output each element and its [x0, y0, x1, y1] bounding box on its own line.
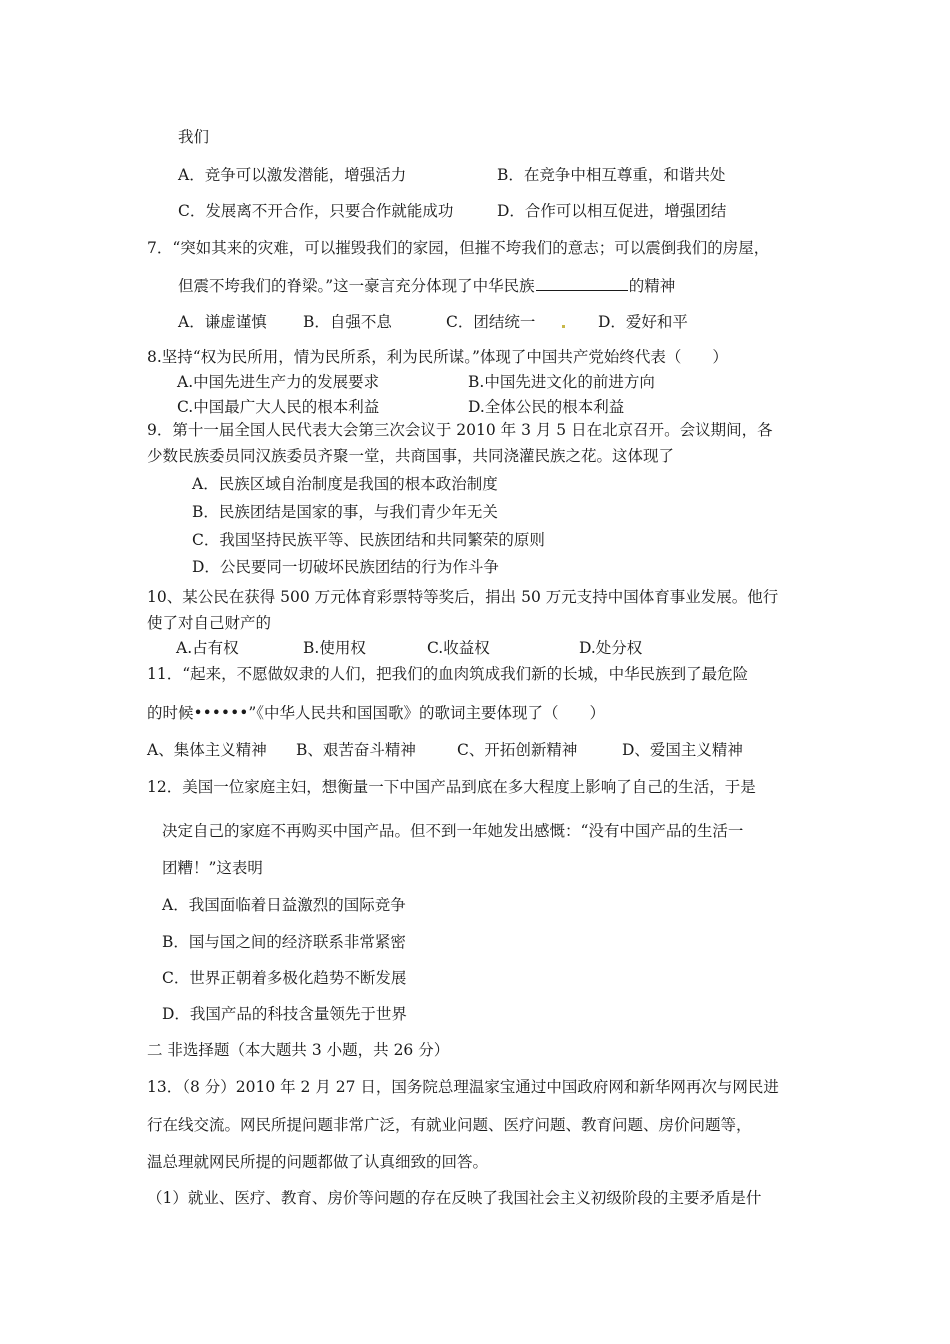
q10-stem-line1: 10、某公民在获得 500 万元体育彩票特等奖后，捐出 50 万元支持中国体育事业发展。他行: [147, 588, 779, 606]
q7-option-c: C．团结统一: [446, 313, 536, 331]
q9-stem-line2: 少数民族委员同汉族委员齐聚一堂，共商国事，共同浇灌民族之花。这体现了: [147, 447, 675, 465]
q7-option-b: B．自强不息: [303, 313, 392, 331]
q7-option-d: D．爱好和平: [598, 313, 688, 331]
q11-option-a: A、集体主义精神: [147, 741, 267, 759]
q11-stem-line1: 11．“起来，不愿做奴隶的人们，把我们的血肉筑成我们新的长城，中华民族到了最危险: [147, 665, 749, 683]
q6-option-a: A．竞争可以激发潜能，增强活力: [178, 166, 407, 184]
q11-stem-line2: 的时候••••••”《中华人民共和国国歌》的歌词主要体现了（ ）: [147, 704, 606, 722]
q12-option-c: C．世界正朝着多极化趋势不断发展: [162, 969, 407, 987]
q9-option-a: A．民族区域自治制度是我国的根本政治制度: [192, 475, 498, 493]
q7-stem-line2: [178, 276, 675, 296]
q6-option-c: C．发展离不开合作，只要合作就能成功: [178, 202, 454, 220]
q13-stem-line1: 13．（8 分）2010 年 2 月 27 日，国务院总理温家宝通过中国政府网和新华网再次与网民进: [147, 1078, 779, 1096]
q9-option-b: B．民族团结是国家的事，与我们青少年无关: [192, 503, 498, 521]
q13-subquestion-1: （1）就业、医疗、教育、房价等问题的存在反映了我国社会主义初级阶段的主要矛盾是什: [147, 1189, 762, 1207]
q12-stem-line2: 决定自己的家庭不再购买中国产品。但不到一年她发出感慨：“没有中国产品的生活一: [162, 822, 744, 840]
q12-stem-line3: 团糟！”这表明: [162, 859, 263, 877]
q13-stem-line2: 行在线交流。网民所提问题非常广泛，有就业问题、医疗问题、教育问题、房价问题等，: [147, 1116, 752, 1134]
q11-option-c: C、开拓创新精神: [457, 741, 578, 759]
q8-option-a: A.中国先进生产力的发展要求: [177, 373, 380, 391]
q8-option-d: D.全体公民的根本利益: [468, 398, 625, 416]
q8-option-b: B.中国先进文化的前进方向: [468, 373, 655, 391]
section2-heading: 二 非选择题（本大题共 3 小题，共 26 分）: [147, 1041, 450, 1059]
q10-option-d: D.处分权: [579, 639, 643, 657]
q10-stem-line2: 使了对自己财产的: [147, 614, 272, 632]
q9-option-d: D．公民要同一切破坏民族团结的行为作斗争: [192, 558, 499, 576]
q7-stem-after-blank: 的精神: [628, 277, 676, 295]
q13-stem-line3: 温总理就网民所提的问题都做了认真细致的回答。: [147, 1153, 489, 1171]
q11-option-d: D、爱国主义精神: [622, 741, 743, 759]
q11-option-b: B、艰苦奋斗精神: [296, 741, 416, 759]
q12-stem-line1: 12．美国一位家庭主妇，想衡量一下中国产品到底在多大程度上影响了自己的生活，于是: [147, 778, 756, 796]
q7-stem-line1: 7．“突如其来的灾难，可以摧毁我们的家园，但摧不垮我们的意志；可以震倒我们的房屋，: [147, 239, 770, 257]
q7-stem-before-blank: 但震不垮我们的脊梁。”这一豪言充分体现了中华民族: [178, 277, 535, 295]
q10-option-c: C.收益权: [427, 639, 490, 657]
q12-option-d: D．我国产品的科技含量领先于世界: [162, 1005, 407, 1023]
q6-option-d: D．合作可以相互促进，增强团结: [497, 202, 727, 220]
q6-option-b: B．在竞争中相互尊重，和谐共处: [497, 166, 726, 184]
q8-option-c: C.中国最广大人民的根本利益: [177, 398, 380, 416]
q12-option-a: A．我国面临着日益激烈的国际竞争: [162, 896, 406, 914]
q12-option-b: B．国与国之间的经济联系非常紧密: [162, 933, 406, 951]
q7-answer-blank: [536, 276, 628, 291]
q9-option-c: C．我国坚持民族平等、民族团结和共同繁荣的原则: [192, 531, 545, 549]
q8-stem: 8.坚持“权为民所用，情为民所系，利为民所谋。”体现了中国共产党始终代表（ ）: [147, 348, 728, 366]
q10-option-b: B.使用权: [303, 639, 366, 657]
stray-mark: [562, 325, 565, 328]
q6-stem-tail: 我们: [178, 128, 210, 146]
q9-stem-line1: 9．第十一届全国人民代表大会第三次会议于 2010 年 3 月 5 日在北京召开。会议期间，各: [147, 421, 773, 439]
q7-option-a: A．谦虚谨慎: [178, 313, 267, 331]
q10-option-a: A.占有权: [176, 639, 239, 657]
